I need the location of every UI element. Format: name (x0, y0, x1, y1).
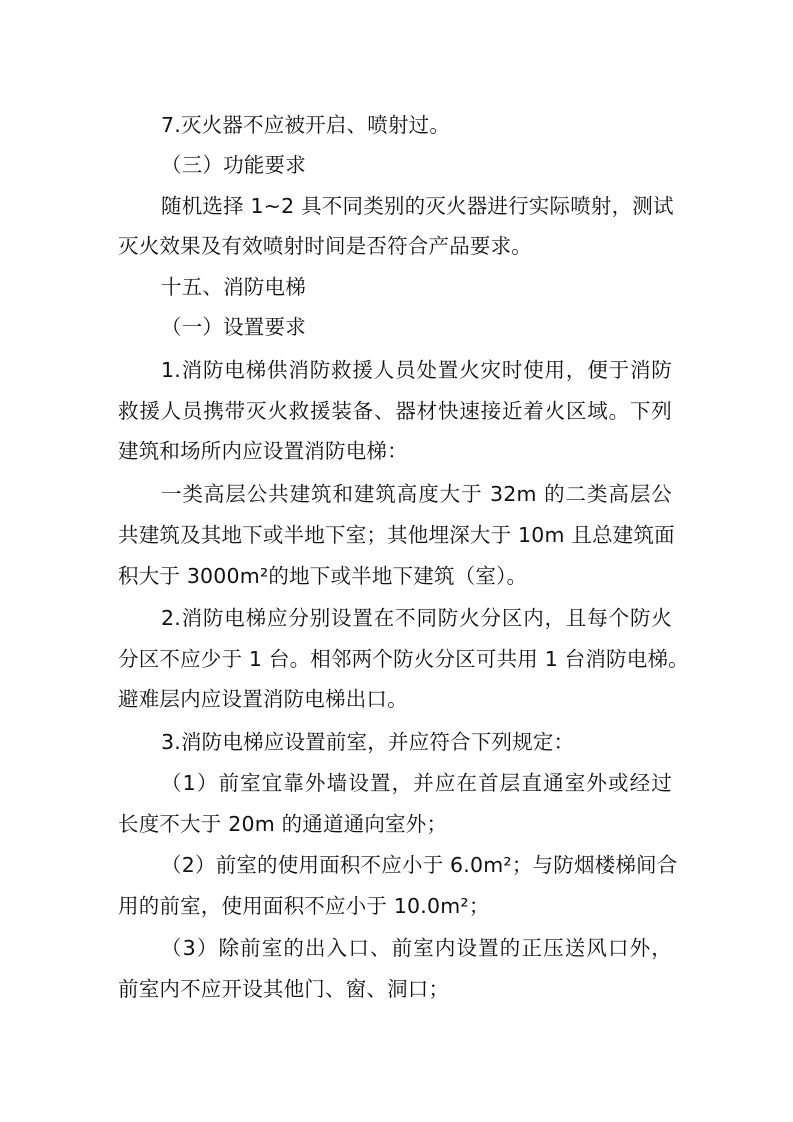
section-heading-function-requirements: （三）功能要求 (161, 153, 306, 177)
text-line-underground-depth: 共建筑及其地下或半地下室；其他埋深大于 10m 且总建筑面 (118, 523, 675, 547)
text-line-no-other-openings: 前室内不应开设其他门、窗、洞口； (118, 977, 450, 1001)
text-line-underground-area: 积大于 3000m²的地下或半地下建筑（室）。 (118, 564, 528, 588)
text-line-elevator-purpose: 1.消防电梯供消防救援人员处置火灾时使用，便于消防 (161, 358, 672, 382)
section-heading-setup-requirements: （一）设置要求 (161, 315, 306, 339)
text-line-passage-length: 长度不大于 20m 的通道通向室外； (118, 812, 448, 836)
text-line-anteroom-openings: （3）除前室的出入口、前室内设置的正压送风口外， (161, 936, 672, 960)
text-line-fire-compartments: 2.消防电梯应分别设置在不同防火分区内，且每个防火 (161, 606, 672, 630)
section-heading-fire-elevator: 十五、消防电梯 (161, 275, 306, 299)
text-line-anteroom-exterior-wall: （1）前室宜靠外墙设置，并应在首层直通室外或经过 (161, 771, 672, 795)
text-line-refuge-floor: 避难层内应设置消防电梯出口。 (118, 687, 408, 711)
text-line-anteroom-rules: 3.消防电梯应设置前室，并应符合下列规定： (161, 730, 575, 754)
text-line-class-one-high-rise: 一类高层公共建筑和建筑高度大于 32m 的二类高层公 (161, 482, 672, 506)
text-line-rescue-equipment: 救援人员携带灭火救援装备、器材快速接近着火区域。下列 (118, 399, 672, 423)
text-line-spray-effect: 灭火效果及有效喷射时间是否符合产品要求。 (118, 234, 532, 258)
text-line-combined-anteroom-area: 用的前室，使用面积不应小于 10.0m²； (118, 894, 490, 918)
text-line-extinguisher-not-discharged: 7.灭火器不应被开启、喷射过。 (161, 113, 451, 137)
text-line-anteroom-area: （2）前室的使用面积不应小于 6.0m²；与防烟楼梯间合 (161, 853, 678, 877)
text-line-random-spray-test: 随机选择 1~2 具不同类别的灭火器进行实际喷射，测试 (161, 194, 674, 218)
text-line-shared-elevator: 分区不应少于 1 台。相邻两个防火分区可共用 1 台消防电梯。 (118, 647, 689, 671)
text-line-buildings-required: 建筑和场所内应设置消防电梯： (118, 439, 408, 463)
